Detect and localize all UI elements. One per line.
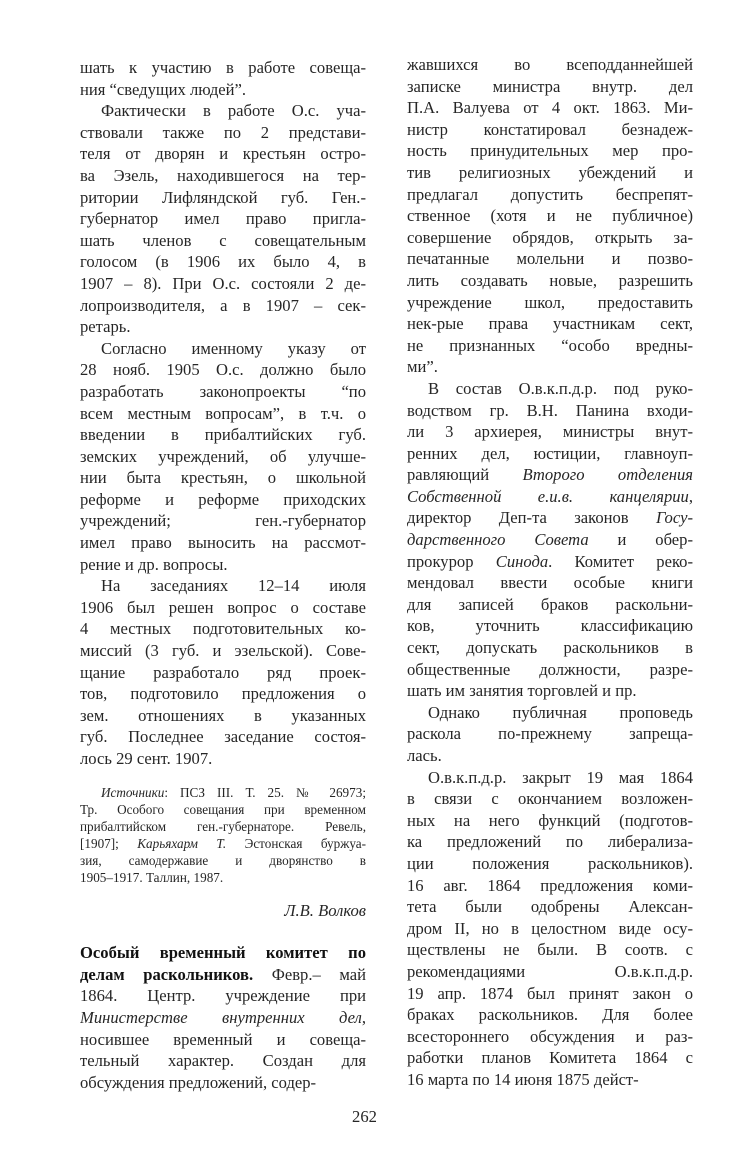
text-line: ствовали также по 2 представи- <box>80 122 366 142</box>
text-line: ных на него функций (подготов- <box>407 810 693 830</box>
text-line: губернатор имел право пригла- <box>80 209 366 229</box>
text-line: прибалтийском ген.-губернаторе. Ревель, <box>80 818 366 834</box>
paragraph <box>80 57 366 100</box>
text-line: сект, допускать раскольников в <box>407 638 693 658</box>
text-line: 16 марта по 14 июня 1875 дейст- <box>407 1069 639 1089</box>
text-line <box>407 529 693 551</box>
text-line: всем местным вопросам”, в т.ч. о <box>80 403 366 423</box>
text-line: реформе и реформе приходских <box>80 489 366 509</box>
text-segment: директор Деп-та законов <box>407 508 656 528</box>
paragraph <box>407 54 693 378</box>
paragraph <box>407 378 693 702</box>
text-line <box>407 464 693 486</box>
text-segment: [1907]; <box>80 835 138 851</box>
text-line: разработать законопроекты “по <box>80 381 366 401</box>
right-column <box>407 54 693 1091</box>
paragraph <box>80 100 366 338</box>
text-line: ность принудительных мер про- <box>407 141 693 161</box>
text-line: жавшихся во всеподданнейшей <box>407 55 693 74</box>
text-line <box>80 784 366 801</box>
text-line: лить создавать новые, разрешить <box>407 270 693 290</box>
text-line: ренних дел, юстиции, главноуп- <box>407 443 693 463</box>
text-line: 16 авг. 1864 предложения коми- <box>407 875 693 895</box>
text-line: печатанные молельни и позво- <box>407 249 693 269</box>
text-line: в связи с окончанием возложен- <box>407 789 693 809</box>
text-line: учреждение школ, предоставить <box>407 292 693 312</box>
text-line: введении в прибалтийских губ. <box>80 425 366 445</box>
text-line: рение и др. вопросы. <box>80 554 228 574</box>
text-line: носившее временный и совеща- <box>80 1029 366 1049</box>
text-line <box>80 964 366 986</box>
text-line <box>80 942 366 964</box>
text-line: ретарь. <box>80 317 131 337</box>
text-line: 1905–1917. Таллин, 1987. <box>80 869 224 885</box>
text-line: мендовал ввести особые книги <box>407 573 693 593</box>
text-segment: делам раскольников. <box>80 964 254 984</box>
text-line: Однако публичная проповедь <box>428 702 693 722</box>
text-line: работки планов Комитета 1864 с <box>407 1048 693 1068</box>
text-segment: и обер- <box>588 530 693 550</box>
text-line: голосом (в 1906 их было 4, в <box>80 252 366 272</box>
sources-note <box>80 784 366 886</box>
text-segment: Министерстве внутренних дел <box>80 1007 362 1027</box>
text-line: ции положения раскольников). <box>407 853 693 873</box>
text-line: тельный характер. Создан для <box>80 1051 366 1071</box>
text-line <box>407 507 693 529</box>
text-line: ственное (хотя и не публичное) <box>407 206 693 226</box>
paragraph <box>407 702 693 767</box>
text-line: П.А. Валуева от 4 окт. 1863. Ми- <box>407 98 693 118</box>
text-segment: . Комитет реко- <box>548 551 693 571</box>
text-line: имел право выносить на рассмот- <box>80 533 366 553</box>
text-segment: , <box>361 1007 366 1027</box>
text-line: тов, подготовило предложения о <box>80 684 366 704</box>
text-line: предлагал допустить беспрепят- <box>407 184 693 204</box>
text-line: губ. Последнее заседание состоя- <box>80 727 366 747</box>
text-line: обсуждения предложений, содер- <box>80 1072 317 1092</box>
paragraph <box>80 338 366 576</box>
text-segment: Карьяхарм Т. <box>137 835 227 851</box>
text-line: ритории Лифляндской губ. Ген.- <box>80 187 366 207</box>
text-line: ка предложений по либерализа- <box>407 832 693 852</box>
text-line: теля от дворян и крестьян остро- <box>80 144 366 164</box>
text-line: лось 29 сент. 1907. <box>80 749 213 768</box>
text-line: всестороннего обсуждения и раз- <box>407 1026 693 1046</box>
text-line: лась. <box>407 746 442 765</box>
paragraph <box>80 575 366 769</box>
text-line: О.в.к.п.д.р. закрыт 19 мая 1864 <box>428 767 693 787</box>
text-line: зем. отношениях в указанных <box>80 705 366 725</box>
text-line: земских учреждений, об улучше- <box>80 446 366 466</box>
text-line: не признанных “особо вредны- <box>407 335 693 355</box>
text-line: 1906 был решен вопрос о составе <box>80 597 366 617</box>
text-line: зия, самодержавие и дворянство в <box>80 852 366 868</box>
text-segment: Эстонская буржуа- <box>226 835 366 851</box>
text-line: нистр констатировал безнадеж- <box>407 119 693 139</box>
text-line: Тр. Особого совещания при временном <box>80 801 366 817</box>
paragraph <box>407 767 693 1091</box>
text-line: ва Эзель, находившегося на тер- <box>80 165 366 185</box>
text-line: 1907 – 8). При О.с. состояли 2 де- <box>80 273 366 293</box>
left-column <box>80 57 366 1093</box>
text-line: Л.В. Волков <box>284 900 366 920</box>
text-line <box>80 1007 366 1029</box>
text-line: раскола по-прежнему запреща- <box>407 724 693 744</box>
text-segment: Источники <box>101 784 165 800</box>
text-line: рекомендациями О.в.к.п.д.р. <box>407 961 693 981</box>
page-number: 262 <box>352 1107 377 1126</box>
text-line: ществлены не были. В соотв. с <box>407 940 693 960</box>
text-line: ми”. <box>407 357 438 377</box>
text-line: общественные должности, разре- <box>407 659 693 679</box>
text-segment: Синода <box>495 551 549 571</box>
text-line: учреждений; ген.-губернатор <box>80 511 366 531</box>
text-line: шать членов с совещательным <box>80 230 366 250</box>
text-line: миссий (3 губ. и эзельской). Сове- <box>80 641 366 661</box>
text-line: На заседаниях 12–14 июля <box>101 576 366 596</box>
text-segment: Февр.– май <box>253 964 366 984</box>
text-segment: Госу- <box>655 508 693 528</box>
text-line: записке министра внутр. дел <box>407 76 693 96</box>
entry-heading-paragraph <box>80 942 366 1093</box>
text-line: нек-рые права участникам сект, <box>407 314 693 334</box>
text-line <box>80 835 366 852</box>
text-segment: , <box>688 486 693 506</box>
text-line: 19 апр. 1874 был принят закон о <box>407 983 693 1003</box>
text-line: Согласно именному указу от <box>101 338 366 358</box>
text-line: шать к участию в работе совеща- <box>80 58 366 77</box>
text-line: щание разработало ряд проек- <box>80 662 366 682</box>
text-line: В состав О.в.к.п.д.р. под руко- <box>428 378 693 398</box>
text-line <box>407 551 693 573</box>
text-line: дром II, но в целостном виде осу- <box>407 918 693 938</box>
text-line <box>407 486 693 508</box>
text-line: 4 местных подготовительных ко- <box>80 619 366 639</box>
text-line: браках раскольников. Для более <box>407 1005 693 1025</box>
text-line: для записей браков раскольни- <box>407 594 693 614</box>
text-segment: Собственной е.и.в. канцелярии <box>407 486 689 506</box>
text-line: ния “сведущих людей”. <box>80 79 247 99</box>
text-line: тета были одобрены Алексан- <box>407 897 693 917</box>
author-signature <box>80 900 366 922</box>
text-line: 28 нояб. 1905 О.с. должно было <box>80 360 366 380</box>
text-line: Фактически в работе О.с. уча- <box>101 101 366 121</box>
text-line: ков, уточнить классификацию <box>407 616 693 636</box>
text-segment: Второго отделения <box>522 465 693 485</box>
text-line: водством гр. В.Н. Панина входи- <box>407 400 693 420</box>
text-line: шать им занятия торговлей и пр. <box>407 681 637 701</box>
text-line: лопроизводителя, а в 1907 – сек- <box>80 295 366 315</box>
text-line: тив религиозных убеждений и <box>407 162 693 182</box>
text-segment: прокурор <box>407 551 496 571</box>
text-segment: : ПСЗ III. Т. 25. № 26973; <box>164 784 366 800</box>
text-segment: равляющий <box>407 465 523 485</box>
text-line: ли 3 архиерея, министры внут- <box>407 422 693 442</box>
text-line: совершение обрядов, открыть за- <box>407 227 693 247</box>
text-line: нии быта крестьян, о школьной <box>80 468 366 488</box>
text-segment: Особый временный комитет по <box>80 943 366 963</box>
text-segment: дарственного Совета <box>407 530 589 550</box>
text-line: 1864. Центр. учреждение при <box>80 986 366 1006</box>
